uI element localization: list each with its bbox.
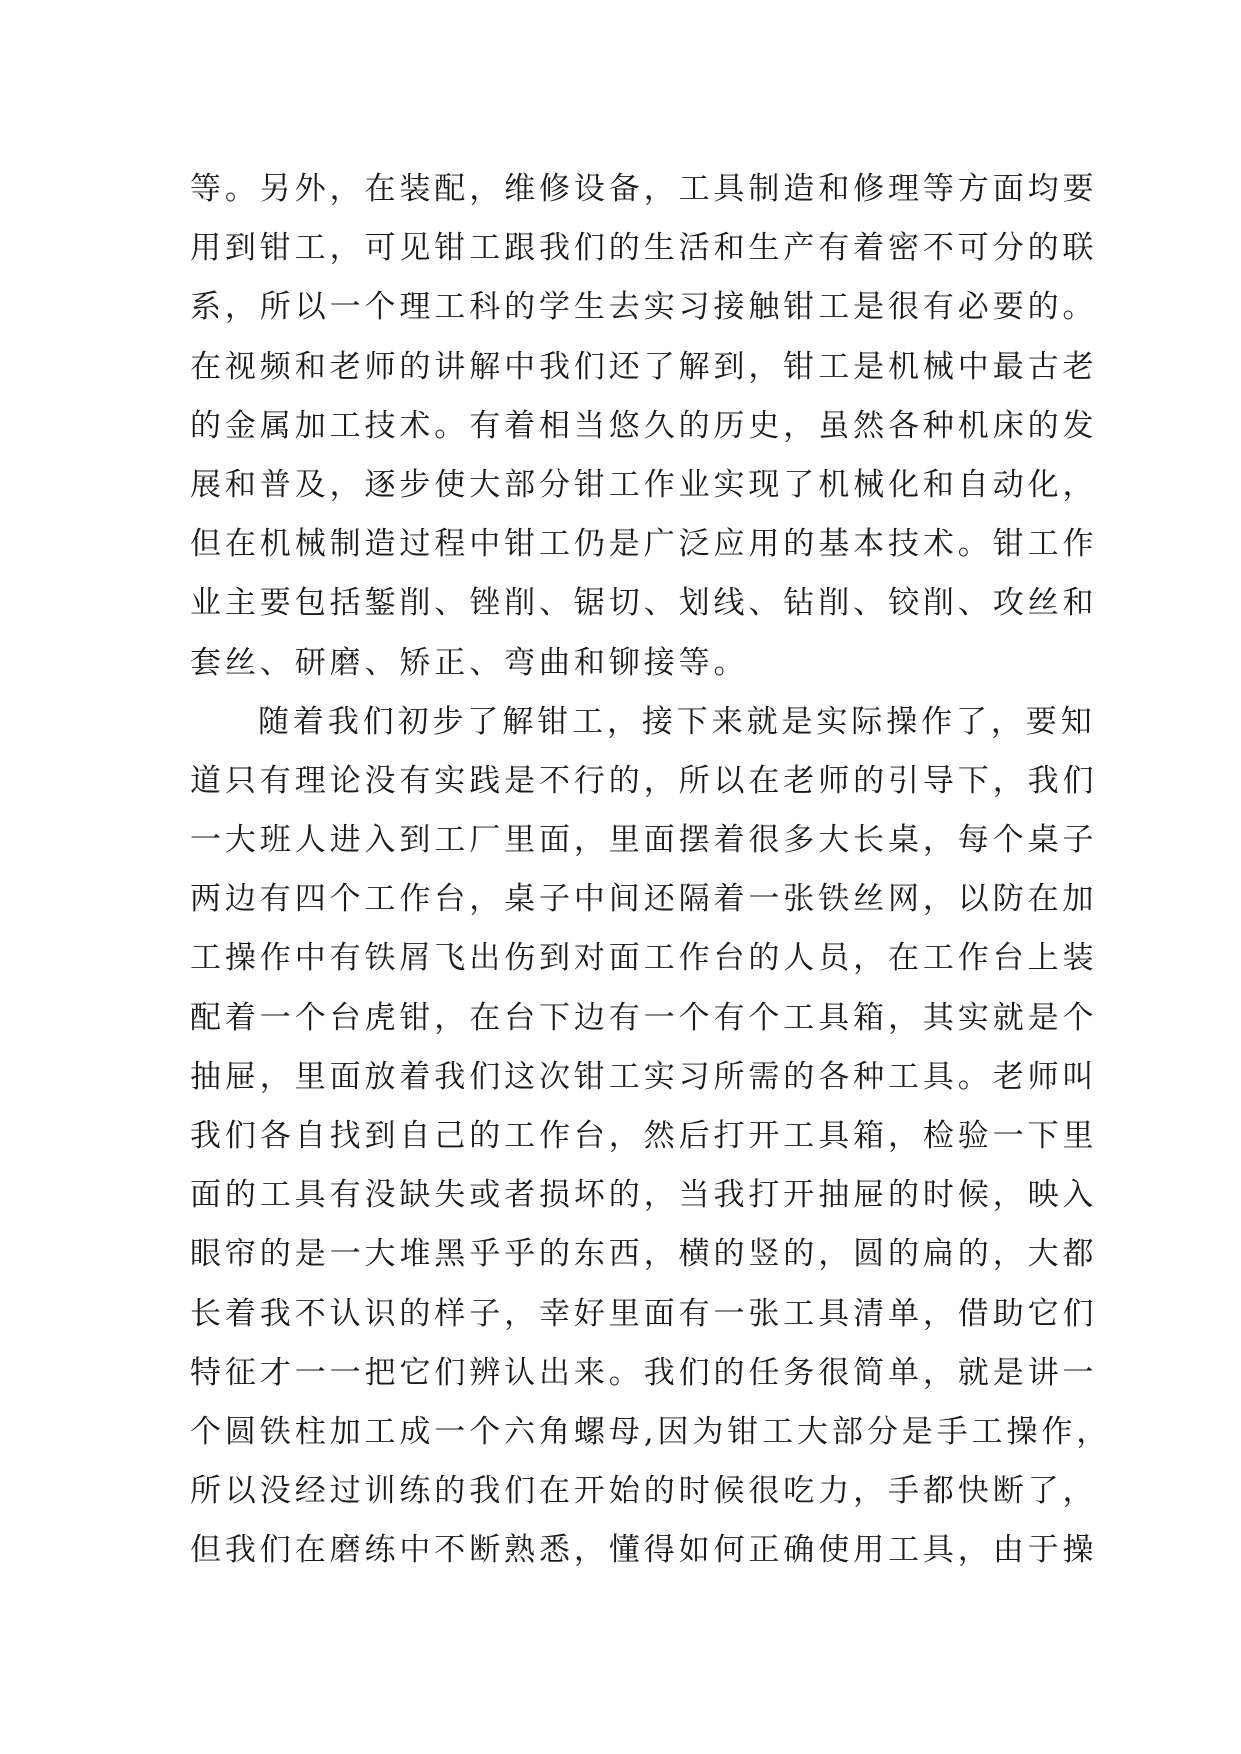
text-line: 特征才一一把它们辨认出来。我们的任务很简单，就是讲一 (190, 1354, 1098, 1391)
text-line: 道只有理论没有实践是不行的，所以在老师的引导下，我们 (190, 762, 1098, 799)
text-line: 两边有四个工作台，桌子中间还隔着一张铁丝网，以防在加 (190, 881, 1098, 918)
text-line: 用到钳工，可见钳工跟我们的生活和生产有着密不可分的联 (190, 230, 1098, 267)
body-text (190, 160, 1112, 1581)
text-line: 一大班人进入到工厂里面，里面摆着很多大长桌，每个桌子 (190, 822, 1098, 859)
text-line: 配着一个台虎钳，在台下边有一个有个工具箱，其实就是个 (190, 999, 1098, 1036)
text-line: 等。另外，在装配，维修设备，工具制造和修理等方面均要 (190, 171, 1098, 207)
text-line: 但在机械制造过程中钳工仍是广泛应用的基本技术。钳工作 (190, 526, 1098, 563)
text-line: 抽屉，里面放着我们这次钳工实习所需的各种工具。老师叫 (190, 1058, 1098, 1095)
text-line: 但我们在磨练中不断熟悉，懂得如何正确使用工具，由于操 (190, 1532, 1098, 1569)
text-line: 面的工具有没缺失或者损坏的，当我打开抽屉的时候，映入 (190, 1177, 1098, 1214)
text-line: 套丝、研磨、矫正、弯曲和铆接等。 (190, 644, 749, 681)
paragraph-first-line: 随着我们初步了解钳工，接下来就是实际操作了，要知 (258, 703, 1096, 740)
text-line: 所以没经过训练的我们在开始的时候很吃力，手都快断了， (190, 1473, 1098, 1510)
text-line: 工操作中有铁屑飞出伤到对面工作台的人员，在工作台上装 (190, 940, 1098, 977)
text-line: 业主要包括錾削、锉削、锯切、划线、钻削、铰削、攻丝和 (190, 585, 1098, 622)
text-line: 眼帘的是一大堆黑乎乎的东西，横的竖的，圆的扁的，大都 (190, 1236, 1098, 1273)
text-line: 长着我不认识的样子，幸好里面有一张工具清单，借助它们 (190, 1295, 1098, 1332)
text-line: 在视频和老师的讲解中我们还了解到，钳工是机械中最古老 (190, 348, 1098, 385)
text-line: 我们各自找到自己的工作台，然后打开工具箱，检验一下里 (190, 1118, 1098, 1154)
text-line: 系，所以一个理工科的学生去实习接触钳工是很有必要的。 (190, 289, 1098, 326)
text-line: 的金属加工技术。有着相当悠久的历史，虽然各种机床的发 (190, 407, 1098, 444)
text-line: 展和普及，逐步使大部分钳工作业实现了机械化和自动化， (190, 466, 1098, 503)
text-line: 个圆铁柱加工成一个六角螺母,因为钳工大部分是手工操作， (190, 1413, 1112, 1450)
